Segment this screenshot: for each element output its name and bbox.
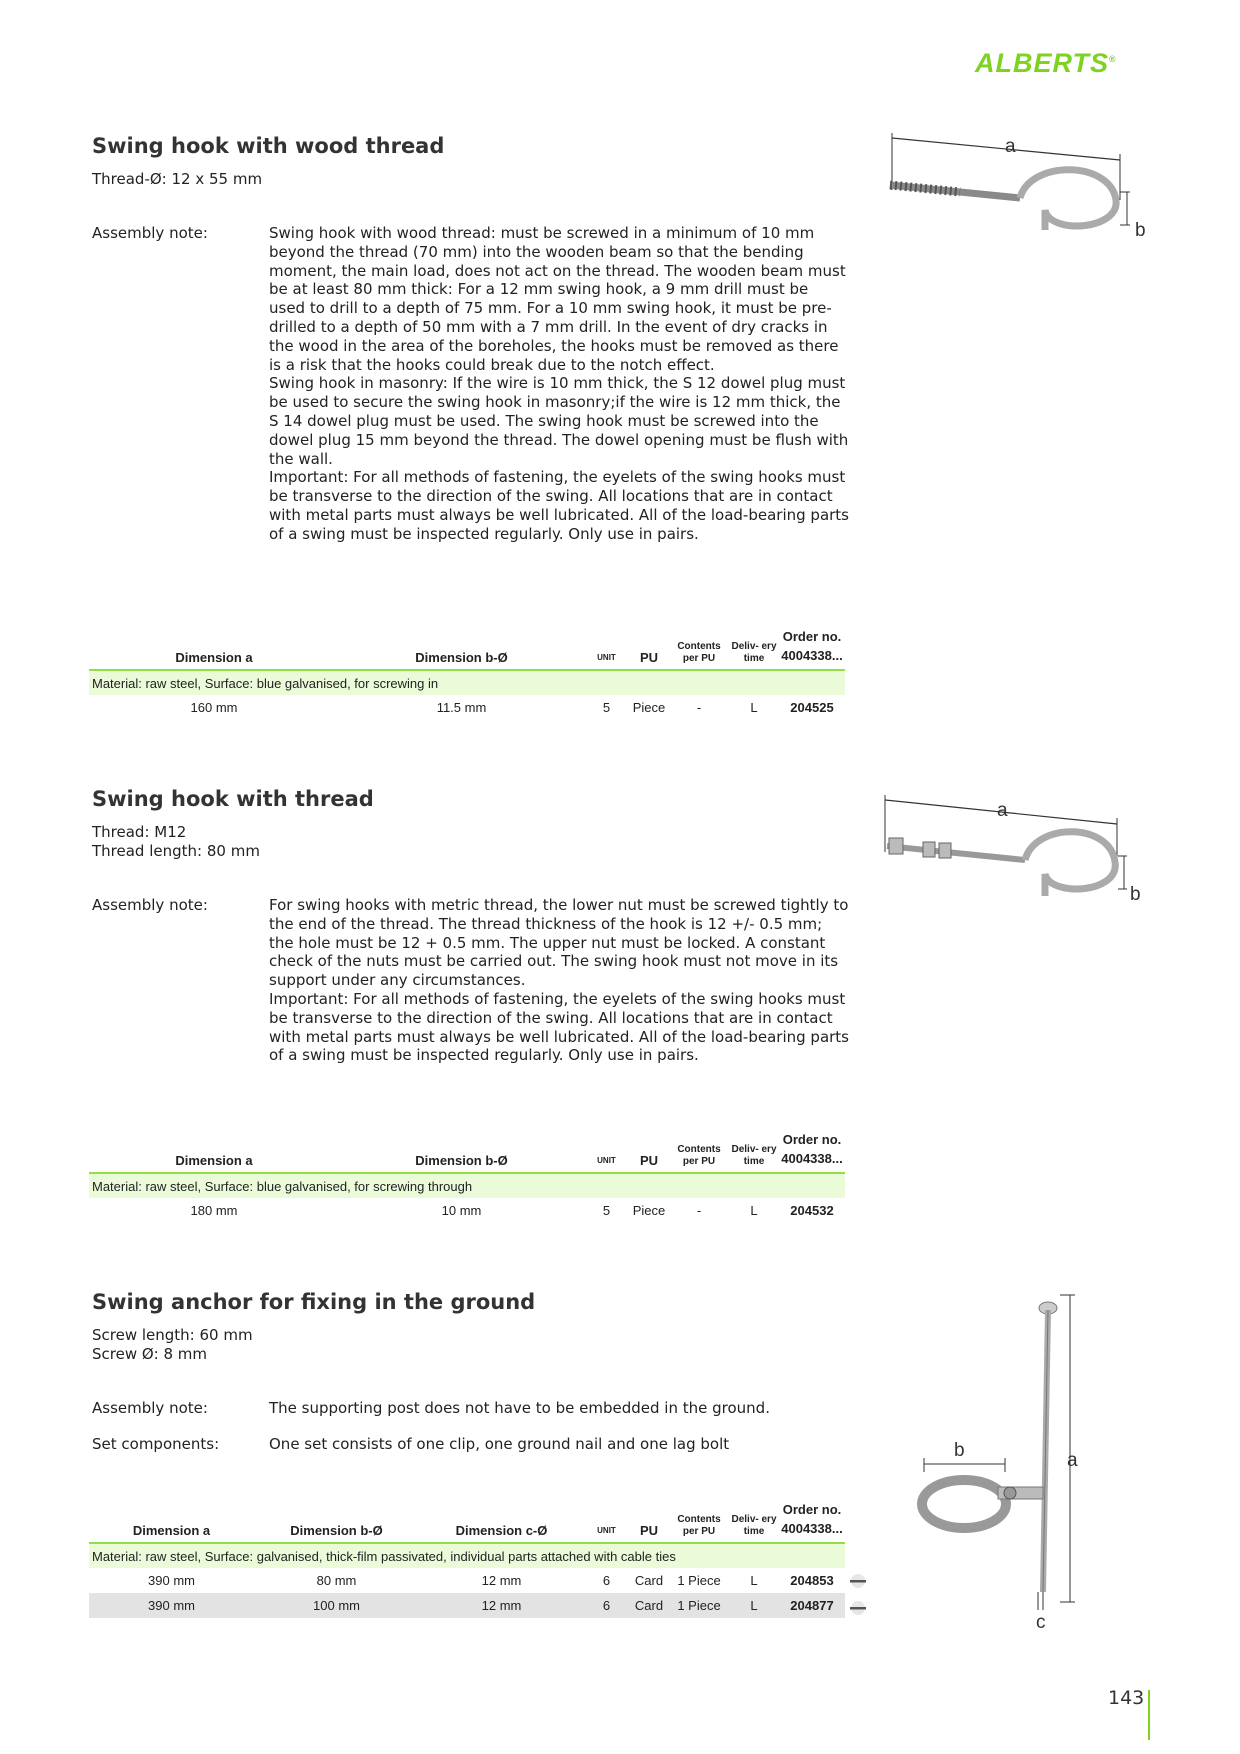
cell-contents: 1 Piece [677,1573,721,1588]
col-deliv: Deliv- ery time [731,641,777,664]
product-table [89,1500,845,1618]
assembly-note-text [269,896,849,1065]
cell-dim-c: 12 mm [481,1573,522,1588]
col-unit: UNIT [597,1156,616,1165]
swing-hook-wood-thread-image [880,130,1150,270]
col-dim-c: Dimension c-Ø [455,1523,548,1538]
dim-label-c: c [1036,1612,1046,1632]
set-components-label: Set components: [92,1435,220,1453]
col-dim-b: Dimension b-Ø [415,650,508,665]
cell-unit: 6 [602,1573,611,1588]
product-table [89,1130,845,1223]
cell-dim-a: 390 mm [148,1573,195,1588]
cell-pu: Piece [632,1203,666,1218]
swing-hook-thread-image [875,792,1150,932]
cell-dim-a: 180 mm [190,1203,238,1218]
material-row [89,670,845,695]
material-text: Material: raw steel, Surface: blue galvanised, for screwing in [89,670,845,695]
col-pu: PU [639,650,659,665]
col-dim-a: Dimension a [132,1523,211,1538]
page-number: 143 [1108,1687,1145,1709]
col-contents: Contents per PU [677,1144,721,1167]
spec-line: Screw Ø: 8 mm [92,1345,208,1363]
cell-dim-b: 80 mm [316,1573,357,1588]
table-row[interactable] [89,1593,845,1618]
dim-label-a: a [997,800,1008,821]
col-contents: Contents per PU [677,641,721,664]
brand-logo: ALBERTS® [975,48,1117,78]
assembly-paragraph: Swing hook with wood thread: must be screwed in a minimum of 10 mm beyond the thread (70 mm) into the wooden beam so that the bending moment, the main load, does not act on the thread. The wooden beam must be at least 80 mm thick: For a 12 mm swing hook, a 9 mm drill must be used to drill to a depth of 75 mm. For a 10 mm swing hook, it must be pre-drilled to a depth of 50 mm with a 7 mm drill. In the event of dry cracks in the wood in the area of the boreholes, the hooks must be removed as there is a risk that the hooks could break due to the notch effect. [269,224,846,374]
cell-dim-a: 160 mm [190,700,238,715]
col-order: Order no. 4004338... [781,1132,843,1166]
cell-pu: Piece [632,700,666,715]
package-icon [848,1600,868,1616]
section-title: Swing hook with thread [92,787,374,811]
assembly-paragraph: Important: For all methods of fastening, the eyelets of the swing hooks must be transverse to the direction of the swing. All locations that are in contact with metal parts must always be well lubricated. All of the load-bearing parts of a swing must be inspected regularly. Only use in pairs. [269,468,849,543]
cell-dim-b: 10 mm [441,1203,482,1218]
table-header-row [89,627,845,670]
col-order: Order no. 4004338... [781,1502,843,1536]
cell-order-no: 204525 [790,700,834,715]
dim-label-a: a [1067,1450,1078,1471]
col-unit: UNIT [597,1526,616,1535]
cell-pu: Card [629,1593,669,1618]
table-header-row [89,1500,845,1543]
cell-contents: - [696,1203,702,1218]
cell-contents: 1 Piece [669,1593,729,1618]
col-unit: UNIT [597,653,616,662]
cell-contents: - [696,700,702,715]
swing-anchor-image [910,1292,1110,1632]
table-row[interactable] [89,1568,845,1593]
table-row[interactable] [89,695,845,720]
cell-deliv: L [750,700,758,715]
material-text: Material: raw steel, Surface: galvanised, thick-film passivated, individual parts attached with cable ties [89,1543,845,1568]
col-contents: Contents per PU [677,1514,721,1537]
col-dim-b: Dimension b-Ø [290,1523,383,1538]
package-icon [848,1573,868,1589]
dim-label-b: b [1135,220,1146,241]
cell-dim-b: 11.5 mm [436,700,487,715]
col-pu: PU [639,1523,659,1538]
cell-order-no: 204877 [779,1593,845,1618]
cell-dim-c: 12 mm [419,1593,584,1618]
set-components-text: One set consists of one clip, one ground nail and one lag bolt [269,1435,730,1453]
spec-line: Thread: M12 [92,823,187,841]
section-title: Swing anchor for fixing in the ground [92,1290,536,1314]
product-section-wood-thread [92,130,852,730]
cell-deliv: L [729,1593,779,1618]
product-table [89,627,845,720]
col-dim-b: Dimension b-Ø [415,1153,508,1168]
spec-line: Thread-Ø: 12 x 55 mm [92,170,263,188]
spec-line: Screw length: 60 mm [92,1326,253,1344]
assembly-note-text: The supporting post does not have to be embedded in the ground. [269,1399,770,1417]
spec-line: Thread length: 80 mm [92,842,260,860]
table-header-row [89,1130,845,1173]
product-section-thread [92,783,852,1243]
cell-order-no: 204532 [790,1203,834,1218]
cell-pu: Card [634,1573,664,1588]
cell-dim-b: 100 mm [254,1593,419,1618]
assembly-paragraph: Swing hook in masonry: If the wire is 10 mm thick, the S 12 dowel plug must be used to secure the swing hook in masonry;if the wire is 12 mm thick, the S 14 dowel plug must be used. The swing hook must be screwed into the dowel plug 15 mm beyond the thread. The dowel opening must be flush with the wall. [269,374,849,468]
assembly-note-label: Assembly note: [92,224,208,242]
assembly-note-text [269,224,849,544]
cell-unit: 6 [584,1593,629,1618]
assembly-paragraph: For swing hooks with metric thread, the lower nut must be screwed tightly to the end of the thread. The thread thickness of the hook is 12 +/- 0.5 mm; the hole must be 12 + 0.5 mm. The upper nut must be locked. A constant check of the nuts must be carried out. The swing hook must not move in its support under any circumstances. [269,896,849,990]
dim-label-b: b [954,1440,965,1461]
col-deliv: Deliv- ery time [731,1144,777,1167]
material-text: Material: raw steel, Surface: blue galvanised, for screwing through [89,1173,845,1198]
material-row [89,1543,845,1568]
assembly-note-label: Assembly note: [92,896,208,914]
section-title: Swing hook with wood thread [92,134,445,158]
col-deliv: Deliv- ery time [731,1514,777,1537]
cell-dim-a: 390 mm [89,1593,254,1618]
dim-label-a: a [1005,136,1016,157]
col-dim-a: Dimension a [175,650,253,665]
col-order: Order no. 4004338... [781,629,843,663]
cell-deliv: L [750,1573,758,1588]
assembly-paragraph: Important: For all methods of fastening, the eyelets of the swing hooks must be transverse to the direction of the swing. All locations that are in contact with metal parts must always be well lubricated. All of the load-bearing parts of a swing must be inspected regularly. Only use in pairs. [269,989,849,1065]
cell-unit: 5 [602,1203,611,1218]
table-row[interactable] [89,1198,845,1223]
col-dim-a: Dimension a [175,1153,253,1168]
product-section-ground-anchor [92,1286,852,1626]
dim-label-b: b [1130,884,1141,905]
cell-deliv: L [750,1203,758,1218]
cell-order-no: 204853 [790,1573,834,1588]
assembly-note-label: Assembly note: [92,1399,208,1417]
material-row [89,1173,845,1198]
col-pu: PU [639,1153,659,1168]
cell-unit: 5 [602,700,611,715]
page-number-bar [1148,1690,1150,1740]
